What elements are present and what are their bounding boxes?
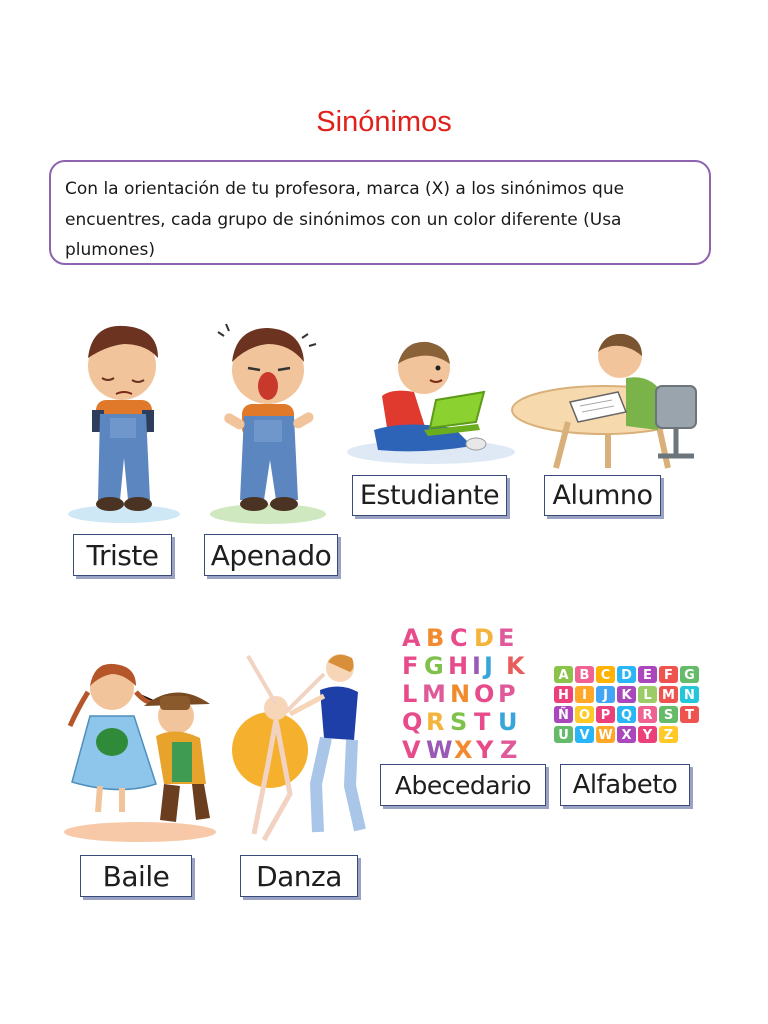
svg-text:L: L <box>643 688 652 703</box>
svg-text:S: S <box>450 708 468 736</box>
svg-text:Ñ: Ñ <box>558 708 569 723</box>
svg-text:X: X <box>454 736 473 762</box>
svg-text:B: B <box>579 668 590 683</box>
svg-text:I: I <box>472 652 481 680</box>
svg-text:T: T <box>685 708 694 723</box>
svg-text:P: P <box>498 680 516 708</box>
svg-text:Q: Q <box>402 708 423 736</box>
svg-text:O: O <box>578 708 591 723</box>
svg-text:D: D <box>474 624 494 652</box>
svg-text:Z: Z <box>663 728 674 743</box>
svg-text:H: H <box>448 652 469 680</box>
svg-text:W: W <box>426 736 453 762</box>
svg-text:W: W <box>598 728 613 743</box>
student-laptop-illustration <box>344 334 518 466</box>
svg-text:T: T <box>474 708 491 736</box>
svg-text:V: V <box>402 736 421 762</box>
svg-text:F: F <box>402 652 419 680</box>
svg-text:J: J <box>603 688 608 703</box>
svg-text:G: G <box>684 668 695 683</box>
svg-text:R: R <box>426 708 445 736</box>
svg-text:K: K <box>621 688 632 703</box>
svg-text:E: E <box>498 624 515 652</box>
instructions-text: Con la orientación de tu profesora, marca (X) a los sinónimos que encuentres, cada grupo de sinónimos con un color diferente (Usa plumones) <box>65 179 625 260</box>
word-card-danza[interactable]: Danza <box>240 855 358 897</box>
svg-text:M: M <box>422 680 446 708</box>
svg-text:F: F <box>664 668 673 683</box>
svg-text:P: P <box>600 708 611 723</box>
svg-text:X: X <box>621 728 632 743</box>
instructions-box <box>49 160 711 265</box>
svg-text:J: J <box>484 652 493 680</box>
svg-text:U: U <box>558 728 569 743</box>
svg-text:Q: Q <box>620 708 633 723</box>
abecedario-letters-illustration <box>400 620 534 762</box>
svg-text:M: M <box>662 688 675 703</box>
svg-text:I: I <box>582 688 587 703</box>
word-card-baile[interactable]: Baile <box>80 855 192 897</box>
ballet-dancers-illustration <box>230 644 374 844</box>
svg-text:K: K <box>506 652 525 680</box>
word-card-estudiante[interactable]: Estudiante <box>352 475 507 516</box>
svg-text:V: V <box>579 728 590 743</box>
svg-text:H: H <box>558 688 569 703</box>
dancing-kids-illustration <box>60 656 220 844</box>
svg-text:E: E <box>643 668 652 683</box>
svg-text:L: L <box>402 680 418 708</box>
sad-boy-illustration <box>62 318 184 524</box>
svg-text:O: O <box>474 680 495 708</box>
svg-text:S: S <box>663 708 674 723</box>
svg-text:G: G <box>424 652 444 680</box>
word-card-abecedario[interactable]: Abecedario <box>380 764 546 806</box>
svg-text:D: D <box>621 668 632 683</box>
svg-text:C: C <box>600 668 611 683</box>
word-card-triste[interactable]: Triste <box>73 534 172 576</box>
alfabeto-blocks-illustration <box>552 664 702 748</box>
svg-text:Y: Y <box>642 728 653 743</box>
svg-text:N: N <box>450 680 471 708</box>
word-card-alumno[interactable]: Alumno <box>544 475 661 516</box>
svg-text:B: B <box>426 624 445 652</box>
word-card-alfabeto[interactable]: Alfabeto <box>560 764 690 806</box>
svg-text:A: A <box>558 668 569 683</box>
svg-text:C: C <box>450 624 468 652</box>
svg-text:Y: Y <box>476 736 494 762</box>
svg-text:U: U <box>498 708 518 736</box>
svg-text:N: N <box>684 688 695 703</box>
svg-text:R: R <box>642 708 653 723</box>
word-card-apenado[interactable]: Apenado <box>204 534 338 576</box>
page-title: Sinónimos <box>316 106 452 138</box>
svg-text:A: A <box>402 624 421 652</box>
svg-text:Z: Z <box>500 736 518 762</box>
student-desk-illustration <box>508 330 704 470</box>
crying-boy-illustration <box>204 320 328 526</box>
